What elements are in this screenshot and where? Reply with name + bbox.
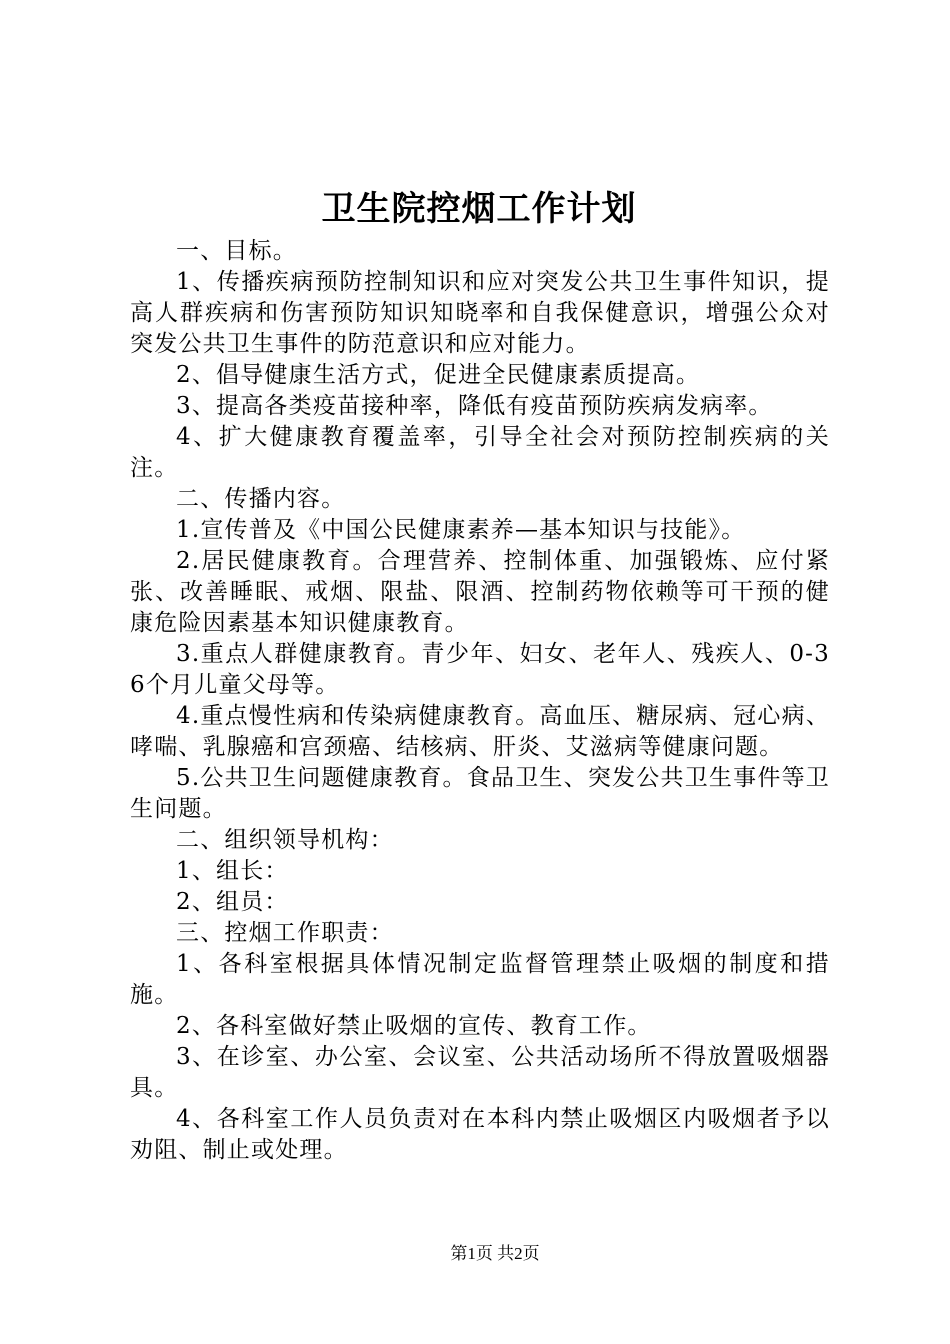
section-heading-organization: 二、组织领导机构： <box>176 827 394 853</box>
duty-item-2: 2、各科室做好禁止吸烟的宣传、教育工作。 <box>176 1013 652 1039</box>
section-heading-duties: 三、控烟工作职责： <box>176 920 394 946</box>
goal-item-3: 3、提高各类疫苗接种率，降低有疫苗预防疾病发病率。 <box>176 393 773 419</box>
document-body <box>130 236 830 1166</box>
content-item-4: 4.重点慢性病和传染病健康教育。高血压、糖尿病、冠心病、哮喘、乳腺癌和宫颈癌、结核病、肝炎、艾滋病等健康问题。 <box>130 703 830 760</box>
section-heading-content: 二、传播内容。 <box>176 486 346 512</box>
duty-item-4: 4、各科室工作人员负责对在本科内禁止吸烟区内吸烟者予以劝阻、制止或处理。 <box>130 1106 830 1163</box>
organization-item-1: 1、组长： <box>176 858 289 884</box>
content-item-1: 1.宣传普及《中国公民健康素养—基本知识与技能》。 <box>176 517 746 543</box>
document-title: 卫生院控烟工作计划 <box>321 189 637 229</box>
page-number-footer: 第1页 共2页 <box>450 1244 540 1263</box>
content-item-5: 5.公共卫生问题健康教育。食品卫生、突发公共卫生事件等卫生问题。 <box>130 765 830 822</box>
goal-item-1: 1、传播疾病预防控制知识和应对突发公共卫生事件知识，提高人群疾病和伤害预防知识知晓率和自我保健意识，增强公众对突发公共卫生事件的防范意识和应对能力。 <box>130 269 830 357</box>
goal-item-2: 2、倡导健康生活方式，促进全民健康素质提高。 <box>176 362 701 388</box>
section-heading-goals: 一、目标。 <box>176 238 297 264</box>
content-item-2: 2.居民健康教育。合理营养、控制体重、加强锻炼、应付紧张、改善睡眠、戒烟、限盐、限酒、控制药物依赖等可干预的健康危险因素基本知识健康教育。 <box>130 548 830 636</box>
goal-item-4: 4、扩大健康教育覆盖率，引导全社会对预防控制疾病的关注。 <box>130 424 830 481</box>
organization-item-2: 2、组员： <box>176 889 289 915</box>
content-item-3: 3.重点人群健康教育。青少年、妇女、老年人、残疾人、0-36个月儿童父母等。 <box>130 641 830 698</box>
duty-item-1: 1、各科室根据具体情况制定监督管理禁止吸烟的制度和措施。 <box>130 951 830 1008</box>
duty-item-3: 3、在诊室、办公室、会议室、公共活动场所不得放置吸烟器具。 <box>130 1044 830 1101</box>
